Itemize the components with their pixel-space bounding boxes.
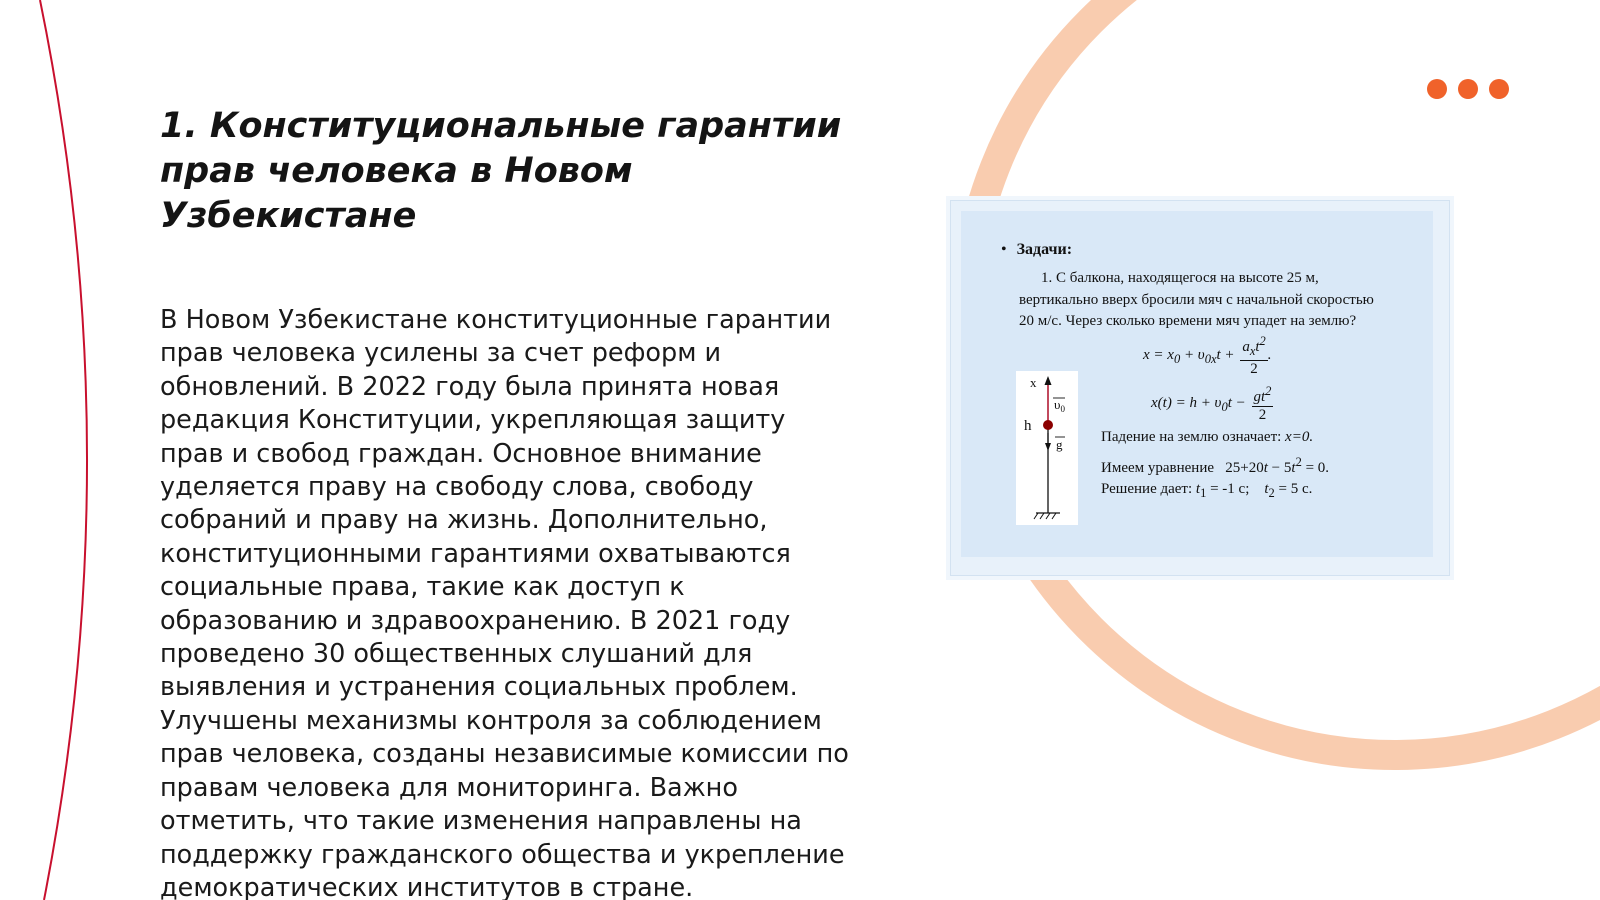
formula-x-of-t: $x(t) = h + \upsilon_0t$ − $\frac{gt^2}{2}$ [1151, 384, 1272, 423]
task-image-card [950, 200, 1450, 576]
dot-icon [1458, 79, 1478, 99]
task-heading [1001, 241, 1072, 259]
slide-title: 1. Конституциональные гарантии прав человека в Новом Узбекистане [160, 106, 842, 236]
menu-dots-icon[interactable] [1427, 79, 1520, 99]
height-label: h [1024, 418, 1032, 434]
task-heading-label: Задачи: [1016, 241, 1073, 258]
height-diagram [1016, 371, 1078, 525]
slide-body-text: В Новом Узбекистане конституционные гарантии прав человека усилены за счет реформ и обновлений. В 2022 году была принята новая редакция Конституции, укрепляющая защиту прав и свобод граждан. Основное внимание уделяется праву на свободу слова, свободу собраний и праву на жизнь. Дополнительно, конституционными гарантиями охватываются социальные права, такие как доступ к образованию и здравоохранению. В 2021 году проведено 30 общественных слушаний для выявления и устранения социальных проблем. Улучшены механизмы контроля за соблюдением прав человека, созданы независимые комиссии по правам человека для мониторинга. Важно отметить, что такие изменения направлены на поддержку гражданского общества и укрепление демократических институтов в стране. [160, 305, 849, 900]
dot-icon [1427, 79, 1447, 99]
left-red-curve [40, 0, 87, 900]
gravity-label: g [1056, 437, 1063, 452]
bullet-icon: • [1001, 241, 1007, 258]
formula-position: $x = x_0 + \upsilon_{0x}t$ + $\frac{a_xt^2}{2}$ . [1143, 334, 1272, 377]
axis-label-x: x [1030, 375, 1037, 390]
task-problem-text: 1. С балкона, находящегося на высоте 25 м, вертикально вверх бросили мяч с начальной скоростью 20 м/с. Через сколько времени мяч упадет на землю? [1019, 270, 1374, 329]
solution-line: Решение дает: $t_1 = -1$ с; $t_2 = 5$ с. [1101, 481, 1313, 500]
velocity-label: $\upsilon_0$ [1054, 397, 1065, 414]
ground-condition-line: Падение на землю означает: x=0. [1101, 429, 1314, 445]
height-diagram-svg [1016, 371, 1078, 525]
task-card-inner [961, 211, 1433, 557]
dot-icon [1489, 79, 1509, 99]
equation-line: Имеем уравнение $25+20t - 5t^2 = 0$. [1101, 455, 1330, 476]
